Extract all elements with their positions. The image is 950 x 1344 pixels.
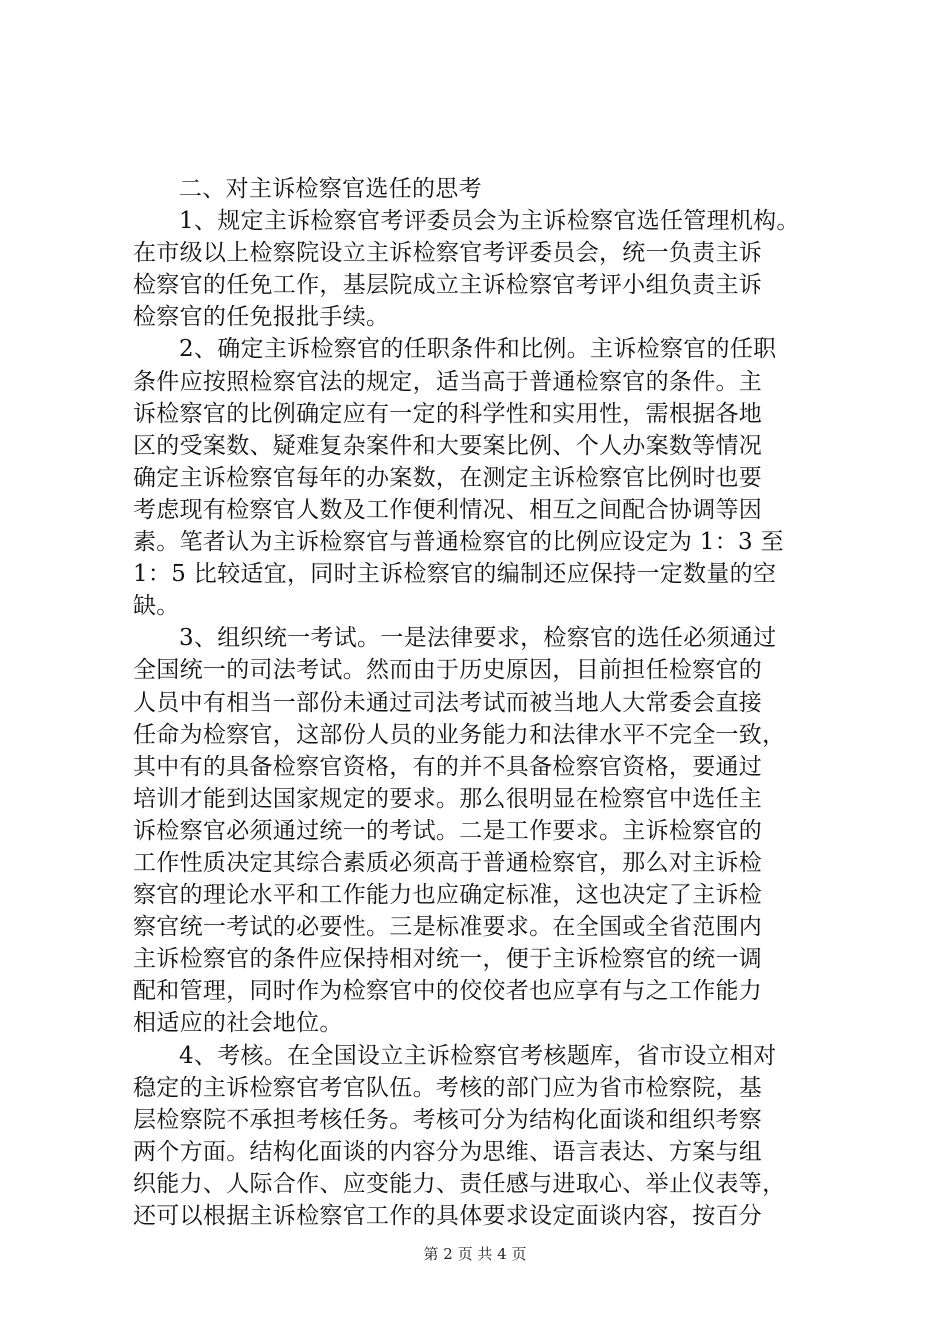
paragraph-first-line: 3、组织统一考试。一是法律要求，检察官的选任必须通过 — [179, 625, 777, 652]
paragraph-line: 确定主诉检察官每年的办案数，在测定主诉检察官比例时也要 — [133, 464, 763, 491]
paragraph-line: 1：5 比较适宜，同时主诉检察官的编制还应保持一定数量的空 — [133, 561, 777, 588]
paragraph-line: 工作性质决定其综合素质必须高于普通检察官，那么对主诉检 — [133, 849, 763, 876]
page-footer: 第 2 页 共 4 页 — [423, 1245, 527, 1263]
paragraph-line: 素。笔者认为主诉检察官与普通检察官的比例应设定为 1：3 至 — [133, 529, 784, 556]
paragraph-line: 配和管理，同时作为检察官中的佼佼者也应享有与之工作能力 — [133, 978, 763, 1005]
paragraph-line: 还可以根据主诉检察官工作的具体要求设定面谈内容，按百分 — [133, 1203, 763, 1229]
paragraph-line: 考虑现有检察官人数及工作便利情况、相互之间配合协调等因 — [133, 496, 763, 523]
paragraph-line: 主诉检察官的条件应保持相对统一，便于主诉检察官的统一调 — [133, 946, 763, 973]
paragraph-line: 任命为检察官，这部份人员的业务能力和法律水平不完全一致， — [133, 721, 786, 748]
paragraph-line: 诉检察官的比例确定应有一定的科学性和实用性，需根据各地 — [133, 400, 763, 427]
paragraph-line: 全国统一的司法考试。然而由于历史原因，目前担任检察官的 — [133, 657, 763, 684]
paragraph-line: 两个方面。结构化面谈的内容分为思维、语言表达、方案与组 — [133, 1138, 763, 1165]
paragraph-line: 缺。 — [133, 593, 180, 620]
paragraph-line: 层检察院不承担考核任务。考核可分为结构化面谈和组织考察 — [133, 1106, 763, 1133]
document-body — [133, 173, 823, 1232]
paragraph-line: 在市级以上检察院设立主诉检察官考评委员会，统一负责主诉 — [133, 240, 763, 267]
paragraph-line: 相适应的社会地位。 — [133, 1010, 343, 1037]
paragraph-line: 织能力、人际合作、应变能力、责任感与进取心、举止仪表等， — [133, 1170, 786, 1197]
paragraph-line: 察官统一考试的必要性。三是标准要求。在全国或全省范围内 — [133, 914, 763, 941]
paragraph-line: 其中有的具备检察官资格，有的并不具备检察官资格，要通过 — [133, 753, 763, 780]
paragraph-first-line: 4、考核。在全国设立主诉检察官考核题库，省市设立相对 — [179, 1042, 777, 1069]
paragraph-line: 稳定的主诉检察官考官队伍。考核的部门应为省市检察院，基 — [133, 1074, 763, 1101]
paragraph-line: 检察官的任免报批手续。 — [133, 304, 390, 331]
paragraph-line: 检察官的任免工作，基层院成立主诉检察官考评小组负责主诉 — [133, 272, 763, 299]
paragraph-first-line: 二、对主诉检察官选任的思考 — [179, 176, 482, 202]
paragraph-line: 人员中有相当一部份未通过司法考试而被当地人大常委会直接 — [133, 689, 763, 716]
paragraph-first-line: 1、规定主诉检察官考评委员会为主诉检察官选任管理机构。 — [179, 208, 800, 235]
paragraph-line: 察官的理论水平和工作能力也应确定标准，这也决定了主诉检 — [133, 882, 763, 909]
paragraph-line: 诉检察官必须通过统一的考试。二是工作要求。主诉检察官的 — [133, 817, 763, 844]
paragraph-line: 培训才能到达国家规定的要求。那么很明显在检察官中选任主 — [133, 785, 763, 812]
paragraph-first-line: 2、确定主诉检察官的任职条件和比例。主诉检察官的任职 — [179, 336, 777, 363]
paragraph-line: 区的受案数、疑难复杂案件和大要案比例、个人办案数等情况 — [133, 432, 763, 459]
paragraph-line: 条件应按照检察官法的规定，适当高于普通检察官的条件。主 — [133, 368, 763, 395]
